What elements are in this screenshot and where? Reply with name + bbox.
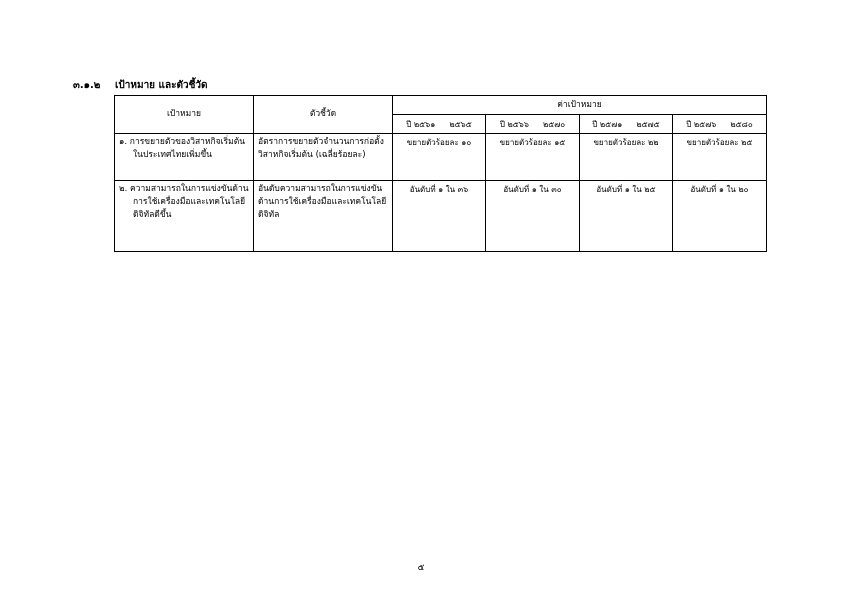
period-start: ปี ๒๕๗๑ xyxy=(592,119,623,129)
period-end: ๒๕๘๐ xyxy=(730,119,753,129)
target-value-cell: ขยายตัวร้อยละ ๒๕ xyxy=(673,134,767,181)
header-period-1 xyxy=(393,115,486,134)
goal-cell xyxy=(115,134,254,181)
period-start: ปี ๒๕๖๑ xyxy=(406,119,436,129)
indicator-cell: อันดับความสามารถในการแข่งขันด้านการใช้เครื่องมือและเทคโนโลยีดิจิทัล xyxy=(254,181,393,252)
target-value-cell: อันดับที่ ๑ ใน ๓๖ xyxy=(393,181,486,252)
table-row xyxy=(115,134,767,181)
page-number: ๕ xyxy=(417,563,425,573)
period-end: ๒๕๗๕ xyxy=(636,119,660,129)
header-period-3 xyxy=(580,115,673,134)
header-period-4 xyxy=(673,115,767,134)
goal-text: ๑. การขยายตัวของวิสาหกิจเริ่มต้นในประเทศไทยเพิ่มขึ้น xyxy=(119,137,246,160)
targets-table xyxy=(114,95,767,252)
indicator-cell: อัตราการขยายตัวจำนวนการก่อตั้งวิสาหกิจเริ่มต้น (เฉลี่ยร้อยละ) xyxy=(254,134,393,181)
period-end: ๒๕๗๐ xyxy=(542,119,566,129)
target-value-cell: อันดับที่ ๑ ใน ๒๕ xyxy=(580,181,673,252)
header-period-2 xyxy=(486,115,580,134)
header-indicator: ตัวชี้วัด xyxy=(254,96,393,134)
period-start: ปี ๒๕๗๖ xyxy=(686,119,717,129)
header-goal: เป้าหมาย xyxy=(115,96,254,134)
target-value-cell: ขยายตัวร้อยละ ๑๐ xyxy=(393,134,486,181)
target-value-cell: ขยายตัวร้อยละ ๑๕ xyxy=(486,134,580,181)
target-value-cell: อันดับที่ ๑ ใน ๓๐ xyxy=(486,181,580,252)
table-row xyxy=(115,181,767,252)
section-title: เป้าหมาย และตัวชี้วัด xyxy=(115,80,208,91)
header-target-values: ค่าเป้าหมาย xyxy=(393,96,767,115)
goal-cell xyxy=(115,181,254,252)
period-end: ๒๕๖๕ xyxy=(449,119,472,129)
section-heading xyxy=(73,78,207,93)
target-value-cell: ขยายตัวร้อยละ ๒๒ xyxy=(580,134,673,181)
target-value-cell: อันดับที่ ๑ ใน ๒๐ xyxy=(673,181,767,252)
period-start: ปี ๒๕๖๖ xyxy=(499,119,529,129)
section-number: ๓.๑.๒ xyxy=(73,80,101,91)
goal-text: ๒. ความสามารถในการแข่งขันด้านการใช้เครื่องมือและเทคโนโลยีดิจิทัลดีขึ้น xyxy=(119,184,249,220)
